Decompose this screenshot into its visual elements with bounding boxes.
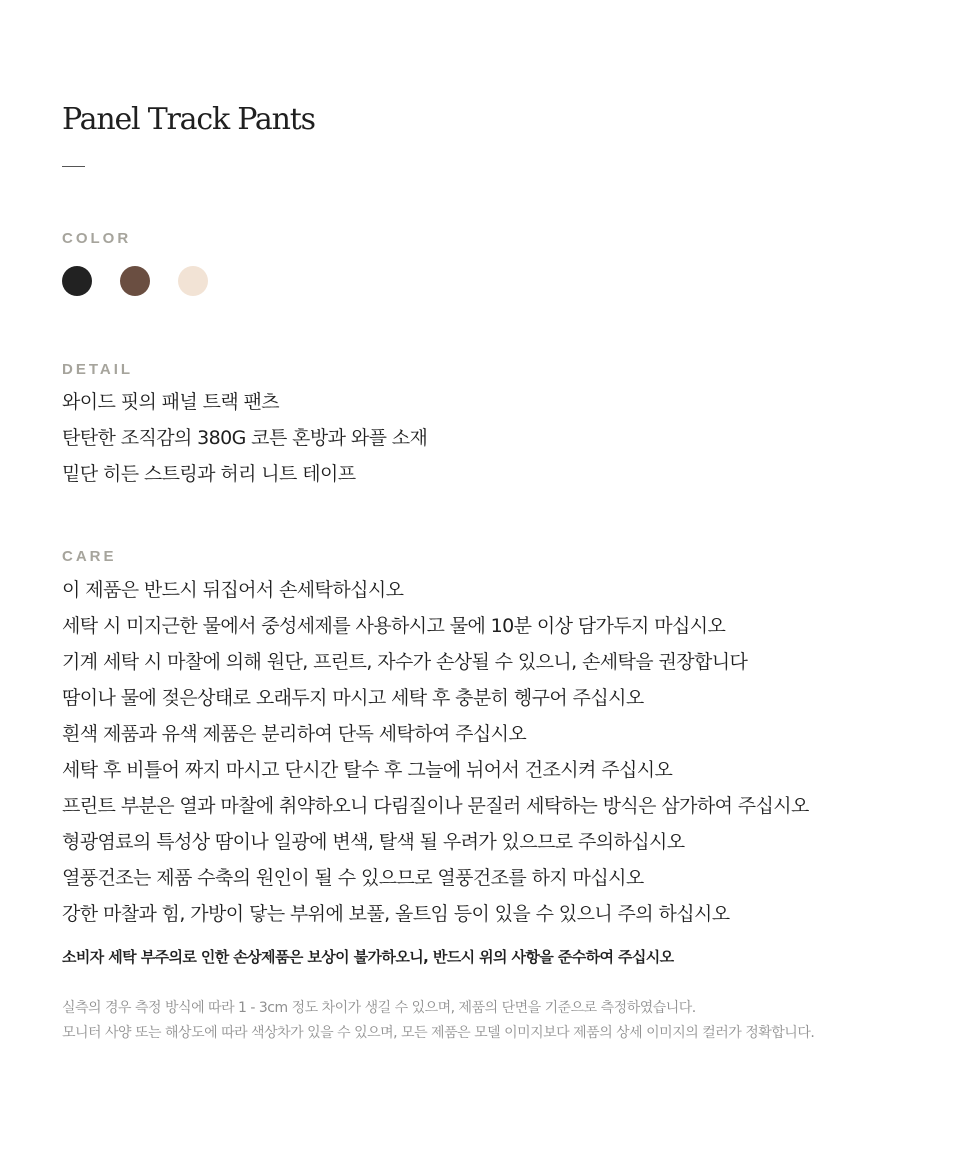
product-title: Panel Track Pants: [62, 102, 315, 137]
care-line: 흰색 제품과 유색 제품은 분리하여 단독 세탁하여 주십시오: [62, 723, 527, 745]
care-line: 강한 마찰과 힘, 가방이 닿는 부위에 보풀, 올트임 등이 있을 수 있으니 주의 하십시오: [62, 903, 730, 925]
care-line: 세탁 시 미지근한 물에서 중성세제를 사용하시고 물에 10분 이상 담가두지 마십시오: [62, 615, 726, 637]
color-swatch-brown[interactable]: [120, 266, 150, 296]
detail-section-label: DETAIL: [62, 361, 134, 378]
detail-list: [62, 384, 427, 492]
note-line: 실측의 경우 측정 방식에 따라 1 - 3cm 정도 차이가 생길 수 있으며, 제품의 단면을 기준으로 측정하였습니다.: [62, 1000, 696, 1016]
care-line: 형광염료의 특성상 땀이나 일광에 변색, 탈색 될 우려가 있으므로 주의하십시오: [62, 831, 685, 853]
care-line: 열풍건조는 제품 수축의 원인이 될 수 있으므로 열풍건조를 하지 마십시오: [62, 867, 644, 889]
color-section-label: COLOR: [62, 230, 132, 247]
care-line: 세탁 후 비틀어 짜지 마시고 단시간 탈수 후 그늘에 뉘어서 건조시켜 주십시오: [62, 759, 673, 781]
care-list: [62, 572, 809, 932]
care-warning: 소비자 세탁 부주의로 인한 손상제품은 보상이 불가하오니, 반드시 위의 사항을 준수하여 주십시오: [62, 948, 674, 966]
note-line: 모니터 사양 또는 해상도에 따라 색상차가 있을 수 있으며, 모든 제품은 모델 이미지보다 제품의 상세 이미지의 컬러가 정확합니다.: [62, 1025, 815, 1041]
measurement-notes: [62, 996, 814, 1046]
detail-line: 와이드 핏의 패널 트랙 팬츠: [62, 391, 280, 413]
detail-line: 탄탄한 조직감의 380G 코튼 혼방과 와플 소재: [62, 427, 428, 449]
detail-line: 밑단 히든 스트링과 허리 니트 테이프: [62, 463, 356, 485]
care-line: 땀이나 물에 젖은상태로 오래두지 마시고 세탁 후 충분히 헹구어 주십시오: [62, 687, 644, 709]
care-section-label: CARE: [62, 548, 117, 565]
color-swatch-ivory[interactable]: [178, 266, 208, 296]
color-swatch-black[interactable]: [62, 266, 92, 296]
care-line: 프린트 부분은 열과 마찰에 취약하오니 다림질이나 문질러 세탁하는 방식은 삼가하여 주십시오: [62, 795, 809, 817]
care-line: 이 제품은 반드시 뒤집어서 손세탁하십시오: [62, 579, 404, 601]
color-swatch-list: [62, 266, 236, 296]
title-divider: [62, 166, 85, 167]
care-line: 기계 세탁 시 마찰에 의해 원단, 프린트, 자수가 손상될 수 있으니, 손세탁을 권장합니다: [62, 651, 748, 673]
